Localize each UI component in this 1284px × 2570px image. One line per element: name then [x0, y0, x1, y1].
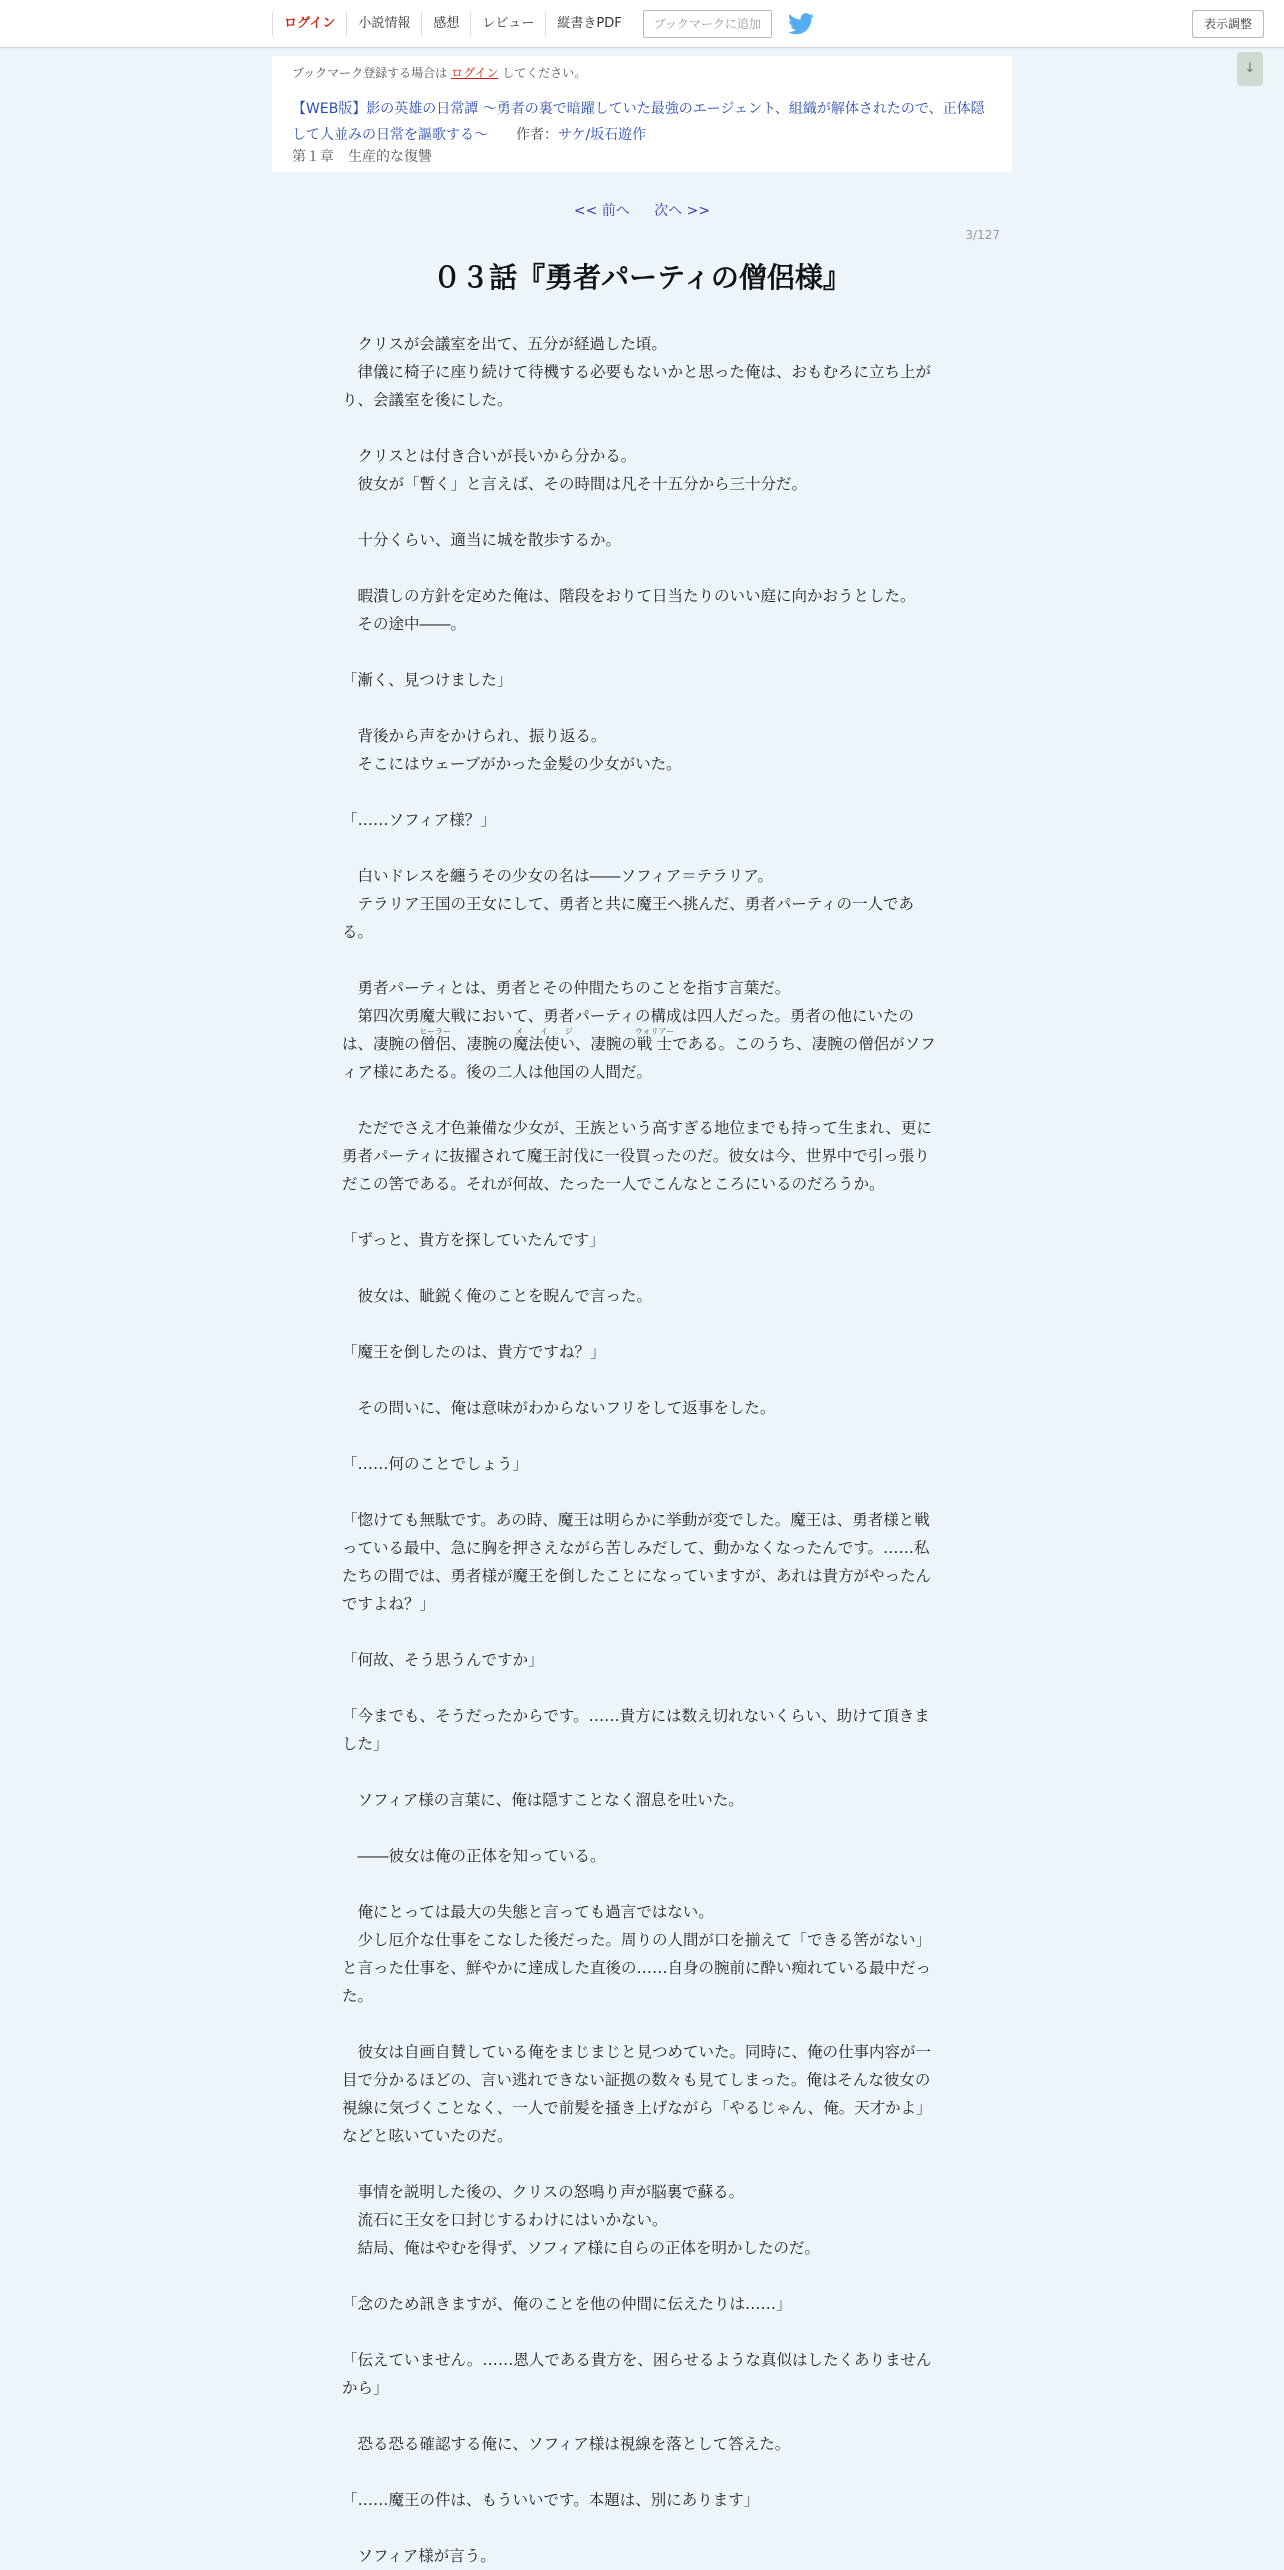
body-paragraph: 「今までも、そうだったからです。……貴方には数え切れないくらい、助けて頂きました」: [342, 1707, 930, 1753]
paragraph-gap: [342, 2458, 938, 2486]
pager: [0, 200, 1284, 220]
nav-impressions-link[interactable]: 感想: [421, 12, 470, 36]
paragraph-gap: [342, 1366, 938, 1394]
body-paragraph: 律儀に椅子に座り続けて待機する必要もないかと思った俺は、おもむろに立ち上がり、会議室を後にした。: [342, 363, 932, 409]
series-title-block: [292, 96, 992, 148]
body-paragraph: その途中――。: [342, 615, 467, 633]
paragraph-gap: [342, 1422, 938, 1450]
ruby-word: 戦士ウォリアー: [634, 1027, 675, 1053]
body-paragraph: ソフィア様が言う。: [342, 2547, 496, 2565]
body-paragraph: ――彼女は俺の正体を知っている。: [342, 1847, 606, 1865]
body-paragraph: 白いドレスを纏うその少女の名は――ソフィア＝テラリア。: [342, 867, 774, 885]
body-paragraph: 勇者パーティとは、勇者とその仲間たちのことを指す言葉だ。: [342, 979, 791, 997]
body-paragraph: ソフィア様の言葉に、俺は隠すことなく溜息を吐いた。: [342, 1791, 744, 1809]
paragraph-gap: [342, 1086, 938, 1114]
body-paragraph: ただでさえ才色兼備な少女が、王族という高すぎる地位までも持って生まれ、更に勇者パーティに抜擢されて魔王討伐に一役買ったのだ。彼女は今、世界中で引っ張りだこの筈である。それが何故、たった一人でこんなところにいるのだろうか。: [342, 1119, 932, 1193]
nav-novel-info-link[interactable]: 小説情報: [346, 12, 421, 36]
paragraph-gap: [342, 1870, 938, 1898]
body-paragraph: そこにはウェーブがかった金髪の少女がいた。: [342, 755, 682, 773]
nav-review-link[interactable]: レビュー: [470, 12, 545, 36]
body-paragraph: 「魔王を倒したのは、貴方ですね？」: [342, 1343, 606, 1361]
series-title-link[interactable]: 【WEB版】影の英雄の日常譚 ～勇者の裏で暗躍していた最強のエージェント、組織が解体されたので、正体隠して人並みの日常を謳歌する～: [292, 101, 985, 143]
episode-title: ０３話『勇者パーティの僧侶様』: [433, 261, 851, 294]
body-paragraph: 「ずっと、貴方を探していたんです」: [342, 1231, 605, 1249]
paragraph-gap: [342, 2262, 938, 2290]
body-paragraph: 「念のため訊きますが、俺のことを他の仲間に伝えたりは……」: [342, 2295, 792, 2313]
body-paragraph: 彼女が「暫く」と言えば、その時間は凡そ十五分から三十分だ。: [342, 475, 808, 493]
body-paragraph: 第四次勇魔大戦において、勇者パーティの構成は四人だった。勇者の他にいたのは、凄腕の僧侶ヒーラー、凄腕の魔法使いメ イ ジ、凄腕の戦士ウォリアーである。このうち、凄腕の僧侶がソフィア様にあたる。後の二人は他国の人間だ。: [342, 1007, 936, 1081]
paragraph-gap: [342, 554, 938, 582]
paragraph-gap: [342, 1674, 938, 1702]
ruby-word: 僧侶ヒーラー: [419, 1027, 452, 1053]
body-paragraph: 「漸く、見つけました」: [342, 671, 513, 689]
body-paragraph: 少し厄介な仕事をこなした後だった。周りの人間が口を揃えて「できる筈がない」と言った仕事を、鮮やかに達成した直後の……自身の腕前に酔い痴れている最中だった。: [342, 1931, 932, 2005]
paragraph-gap: [342, 2402, 938, 2430]
display-settings-button[interactable]: 表示調整: [1192, 10, 1264, 38]
body-paragraph: クリスとは付き合いが長いから分かる。: [342, 447, 637, 465]
bookmark-add-button[interactable]: ブックマークに追加: [643, 10, 772, 38]
bookmark-login-link[interactable]: ログイン: [450, 66, 499, 80]
body-paragraph: 暇潰しの方針を定めた俺は、階段をおりて日当たりのいい庭に向かおうとした。: [342, 587, 916, 605]
nav-vertical-pdf-link[interactable]: 縦書きPDF: [545, 12, 632, 36]
paragraph-gap: [342, 1254, 938, 1282]
prev-page-link[interactable]: << 前へ: [573, 203, 630, 219]
paragraph-gap: [342, 1310, 938, 1338]
body-paragraph: 「伝えていません。……恩人である貴方を、困らせるような真似はしたくありませんから」: [342, 2351, 932, 2397]
ruby-word: 魔法使いメ イ ジ: [512, 1027, 575, 1053]
paragraph-gap: [342, 1478, 938, 1506]
paragraph-gap: [342, 1758, 938, 1786]
body-paragraph: 彼女は自画自賛している俺をまじまじと見つめていた。同時に、俺の仕事内容が一目で分かるほどの、言い逃れできない証拠の数々も見てしまった。俺はそんな彼女の視線に気づくことなく、一人で前髪を掻き上げながら「やるじゃん、俺。天才かよ」などと呟いていたのだ。: [342, 2043, 932, 2145]
novel-info-box: [272, 56, 1012, 172]
body-paragraph: 結局、俺はやむを得ず、ソフィア様に自らの正体を明かしたのだ。: [342, 2239, 821, 2257]
body-paragraph: 十分くらい、適当に城を散歩するか。: [342, 531, 622, 549]
body-paragraph: 背後から声をかけられ、振り返る。: [342, 727, 607, 745]
paragraph-gap: [342, 1198, 938, 1226]
body-paragraph: 彼女は、眦鋭く俺のことを睨んで言った。: [342, 1287, 653, 1305]
body-paragraph: クリスが会議室を出て、五分が経過した頃。: [342, 335, 667, 353]
paragraph-gap: [342, 2150, 938, 2178]
body-paragraph: 事情を説明した後の、クリスの怒鳴り声が脳裏で蘇る。: [342, 2183, 745, 2201]
bookmark-note: [292, 64, 586, 81]
paragraph-gap: [342, 414, 938, 442]
twitter-icon[interactable]: [788, 12, 816, 36]
paragraph-gap: [342, 2318, 938, 2346]
paragraph-gap: [342, 834, 938, 862]
body-paragraph: 流石に王女を口封じするわけにはいかない。: [342, 2211, 668, 2229]
top-nav-bar: [0, 0, 1284, 48]
body-paragraph: 恐る恐る確認する俺に、ソフィア様は視線を落として答えた。: [342, 2435, 791, 2453]
chapter-title: 第１章 生産的な復讐: [292, 149, 432, 165]
bookmark-note-text: ブックマーク登録する場合は: [292, 66, 451, 80]
body-paragraph: 「……ソフィア様？」: [342, 811, 496, 829]
nav-login-link[interactable]: ログイン: [272, 12, 346, 36]
body-paragraph: 「……魔王の件は、もういいです。本題は、別にあります」: [342, 2491, 760, 2509]
paragraph-gap: [342, 694, 938, 722]
paragraph-gap: [342, 1814, 938, 1842]
body-paragraph: その問いに、俺は意味がわからないフリをして返事をした。: [342, 1399, 776, 1417]
body-paragraph: 「何故、そう思うんですか」: [342, 1651, 544, 1669]
paragraph-gap: [342, 778, 938, 806]
nav-menu: [272, 0, 816, 47]
author-label: 作者：: [516, 127, 558, 143]
paragraph-gap: [342, 638, 938, 666]
paragraph-gap: [342, 2514, 938, 2542]
paragraph-gap: [342, 498, 938, 526]
novel-body: [342, 330, 938, 2570]
scroll-down-button[interactable]: ↓: [1237, 52, 1263, 86]
author-link[interactable]: サケ/坂石遊作: [558, 127, 647, 143]
body-paragraph: 「惚けても無駄です。あの時、魔王は明らかに挙動が変でした。魔王は、勇者様と戦っている最中、急に胸を押さえながら苦しみだして、動かなくなったんです。……私たちの間では、勇者様が魔王を倒したことになっていますが、あれは貴方がやったんですよね？」: [342, 1511, 932, 1613]
page-number: 3/127: [965, 228, 1000, 242]
paragraph-gap: [342, 1618, 938, 1646]
paragraph-gap: [342, 946, 938, 974]
next-page-link[interactable]: 次へ >>: [654, 203, 711, 219]
body-paragraph: 俺にとっては最大の失態と言っても過言ではない。: [342, 1903, 714, 1921]
paragraph-gap: [342, 2010, 938, 2038]
bookmark-note-suffix: してください。: [498, 66, 587, 80]
body-paragraph: 「……何のことでしょう」: [342, 1455, 529, 1473]
body-paragraph: テラリア王国の王女にして、勇者と共に魔王へ挑んだ、勇者パーティの一人である。: [342, 895, 914, 941]
